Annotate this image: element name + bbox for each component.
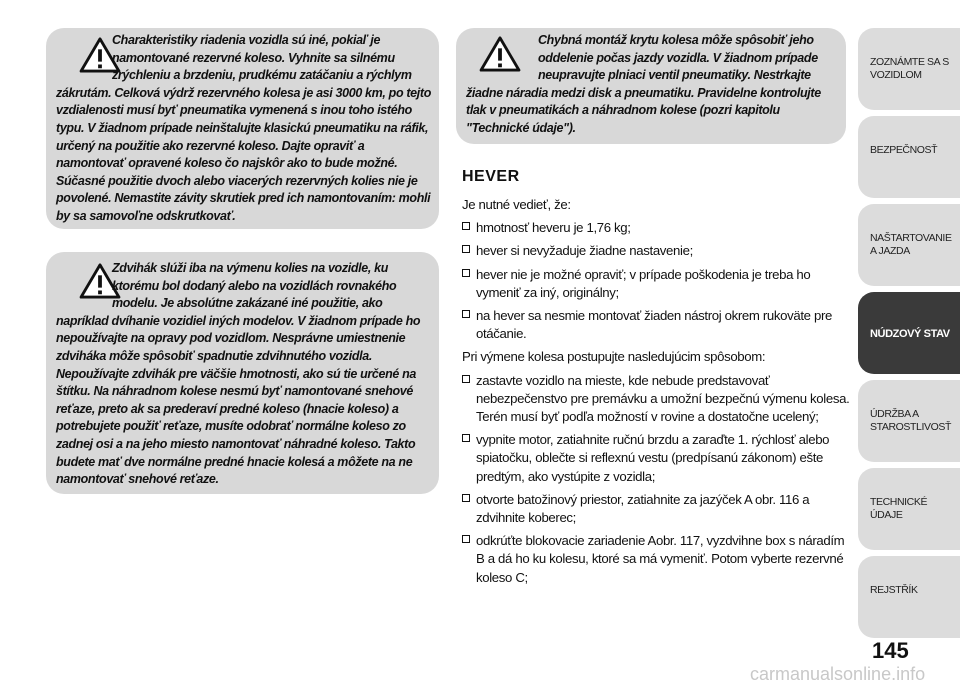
list-item: na hever sa nesmie montovať žiaden nástroj okrem rukoväte pre otáčanie. [462, 307, 850, 343]
warning-text [466, 32, 838, 138]
page-number: 145 [872, 638, 909, 663]
warning-line: oddelenie počas jazdy vozidla. V žiadnom prípade [538, 50, 818, 65]
intro-text: Je nutné vedieť, že: [462, 197, 571, 212]
checkbox-bullet-icon [462, 535, 470, 543]
list-item: vypnite motor, zatiahnite ručnú brzdu a zaraďte 1. rýchlosť alebo spiatočku, oblečte si reflexnú vestu (predpísanú zákonom) ešte predtým, ako vystúpite z vozidla; [462, 431, 850, 486]
checkbox-bullet-icon [462, 375, 470, 383]
warning-line: ktorému bol dodaný alebo na vozidlách rovnakého [112, 278, 397, 293]
warning-line: Zdvihák slúži iba na výmenu kolies na vozidle, ku [112, 261, 388, 275]
section-body [462, 196, 850, 592]
warning-line: Charakteristiky riadenia vozidla sú iné, pokiaľ je [112, 33, 381, 47]
tab-nudzovy-stav[interactable]: NÚDZOVÝ STAV [858, 292, 960, 374]
checkbox-bullet-icon [462, 494, 470, 502]
list-item: odkrúťte blokovacie zariadenie Aobr. 117, vyzdvihne box s náradím B a dá ho ku kolesu, ktoré sa má vymeniť. Potom vyberte rezervné koleso C; [462, 532, 850, 587]
checkbox-bullet-icon [462, 269, 470, 277]
tab-nastartovanie-a-jazda[interactable]: NAŠTARTOVANIE A JAZDA [858, 204, 960, 286]
tab-rejstrik[interactable]: REJSTŘÍK [858, 556, 960, 638]
checkbox-bullet-icon [462, 310, 470, 318]
warning-line: zrýchleniu a brzdeniu, prudkému zatáčaniu a rýchlym [112, 68, 412, 83]
procedure-intro: Pri výmene kolesa postupujte nasledujúcim spôsobom: [462, 349, 766, 365]
warning-line: neupravujte plniaci ventil pneumatiky. Nestrkajte [538, 68, 811, 83]
steps-list [462, 372, 850, 587]
warning-box-wheel-cover [456, 28, 846, 144]
tab-technicke-udaje[interactable]: TECHNICKÉ ÚDAJE [858, 468, 960, 550]
list-item: hever si nevyžaduje žiadne nastavenie; [462, 242, 850, 260]
watermark: carmanualsonline.info [750, 664, 926, 684]
warning-line: modelu. Je absolútne zakázané iné použitie, ako [112, 296, 383, 311]
tab-zoznamte-sa-s-vozidlom[interactable]: ZOZNÁMTE SA S VOZIDLOM [858, 28, 960, 110]
warning-box-jack-usage [46, 252, 439, 494]
warning-text [56, 260, 434, 489]
warning-text [56, 32, 434, 226]
facts-list [462, 219, 850, 343]
checkbox-bullet-icon [462, 222, 470, 230]
tab-bezpecnost[interactable]: BEZPEČNOSŤ [858, 116, 960, 198]
checkbox-bullet-icon [462, 434, 470, 442]
warning-rest: zákrutám. Celková výdrž rezervného kolesa je asi 3000 km, po tejto vzdialenosti musí byť pneumatika vymenená s inou toho istého typu. V žiadnom prípade neinštalujte klasickú pneumatiku na ráfik, určený na použitie ako rezervné koleso. Dajte opraviť a namontovať opravené koleso čo najskôr ako to bude možné. Súčasné použitie dvoch alebo viacerých rezervných kolies nie je povolené. Nemastite závity skrutiek pred ich namontovaním: mohli by sa samovoľne odskrutkovať. [56, 85, 431, 223]
list-item: hever nie je možné opraviť; v prípade poškodenia je treba ho vymeniť za iný, originálny; [462, 266, 850, 302]
tab-udrzba-a-starostlivost[interactable]: ÚDRŽBA A STAROSTLIVOSŤ [858, 380, 960, 462]
warning-box-tire-handling [46, 28, 439, 229]
warning-rest: napríklad dvíhanie vozidiel iných modelov. V žiadnom prípade ho nepoužívajte na opravy pod vozidlom. Nesprávne umiestnenie zdviháka môže spôsobiť spadnutie zdvihnutého vozidla. Nepoužívajte zdvihák pre väčšie hmotnosti, ako sú tie určené na štítku. Na náhradnom kolese nesmú byť namontované snehové reťaze, preto ak sa prederaví predné koleso (hnacie koleso) a potrebujete použiť reťaze, musíte odobrať normálne koleso zo zadnej osi a na jeho miesto namontovať náhradné koleso. Takto budete mať dve normálne predné hnacie kolesá a môžete na ne namontovať snehové reťaze. [56, 313, 421, 487]
list-item: otvorte batožinový priestor, zatiahnite za jazýček A obr. 116 a zdvihnite koberec; [462, 491, 850, 527]
section-title: HEVER [462, 168, 520, 185]
warning-line: namontované rezervné koleso. Vyhnite sa silnému [112, 50, 395, 65]
checkbox-bullet-icon [462, 245, 470, 253]
list-item: zastavte vozidlo na mieste, kde nebude predstavovať nebezpečenstvo pre premávku a umožní bezpečnú výmenu kolesa. Terén musí byť podľa možností v rovine a dostatočne ucelený; [462, 372, 850, 427]
list-item: hmotnosť heveru je 1,76 kg; [462, 219, 850, 237]
warning-rest: žiadne náradia medzi disk a pneumatiku. Pravidelne kontrolujte tlak v pneumatikách a náhradnom kolese (pozri kapitolu "Technické údaje"). [466, 85, 821, 135]
warning-line: Chybná montáž krytu kolesa môže spôsobiť jeho [538, 33, 814, 47]
